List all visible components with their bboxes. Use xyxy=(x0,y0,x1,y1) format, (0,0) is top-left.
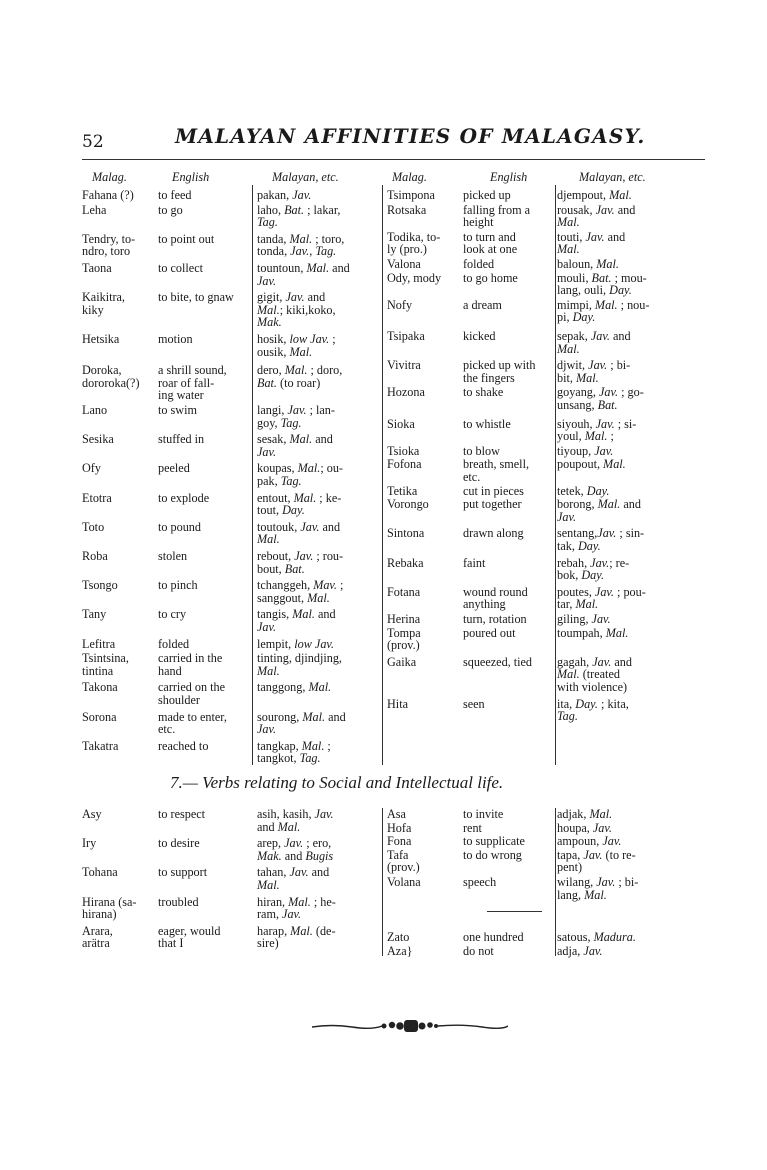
right-row-malagasy-cell: Tompa (prov.) xyxy=(387,625,421,653)
right-row-malayan-cell: gagah, Jav. and Mal. (treated with violence) xyxy=(557,654,632,694)
header-malag: Malag. xyxy=(92,170,127,184)
left-row-english-cell: stuffed in xyxy=(158,432,205,447)
left-row-malayan-cell: entout, Mal. ; ke- tout, Day. xyxy=(257,490,342,518)
right-row-english-cell: turn, rotation xyxy=(463,612,527,626)
right-row-english-cell: squeezed, tied xyxy=(463,654,533,669)
left-row-malagasy-cell: Sorona xyxy=(82,709,117,724)
left-row-malayan-cell: tangkap, Mal. ; tangkot, Tag. xyxy=(257,738,331,766)
left-row-malagasy-cell: Lefitra xyxy=(82,636,116,651)
right-row-malayan-cell: ita, Day. ; kita, Tag. xyxy=(557,696,629,724)
left-row-2-english-cell: to respect xyxy=(158,807,206,821)
left-row-malagasy-cell: Etotra xyxy=(82,490,112,505)
vocabulary-table-2 xyxy=(82,808,705,968)
left-row-2-malayan-cell: harap, Mal. (de- sire) xyxy=(257,923,336,951)
left-row-malayan-cell: rebout, Jav. ; rou- bout, Bat. xyxy=(257,549,344,576)
right-row-2-english-cell: to do wrong xyxy=(463,847,522,862)
left-row-2-malayan-cell: tahan, Jav. and Mal. xyxy=(257,865,330,892)
right-row-malayan-cell: siyouh, Jav. ; si- youl, Mal. ; xyxy=(557,416,637,444)
right-row-2-malayan-cell: tapa, Jav. (to re- pent) xyxy=(557,847,636,875)
left-row-malagasy-cell: Fahana (?) xyxy=(82,188,134,202)
right-row-malayan-cell: mouli, Bat. ; mou- lang, ouli, Day. xyxy=(557,270,647,298)
left-row-malayan-cell: sesak, Mal. and Jav. xyxy=(257,432,333,459)
left-row-2-english-cell: to support xyxy=(158,865,208,880)
left-row-english-cell: to collect xyxy=(158,261,204,275)
right-row-malayan-cell: giling, Jav. xyxy=(557,612,611,626)
left-row-malagasy-cell: Takatra xyxy=(82,738,119,753)
right-row-malagasy-cell: Fotana xyxy=(387,584,421,599)
left-row-2-malagasy-cell: Hirana (sa- hirana) xyxy=(82,894,137,922)
right-row-malagasy-cell: Nofy xyxy=(387,297,413,312)
left-row-2-malagasy-cell: Iry xyxy=(82,836,97,851)
right-row-english-cell: to turn and look at one xyxy=(463,229,518,257)
left-row-malagasy-cell: Leha xyxy=(82,202,107,217)
left-row-malayan-cell: hosik, low Jav. ; ousik, Mal. xyxy=(257,332,336,359)
left-row-malagasy-cell: Tany xyxy=(82,607,107,622)
column-rule xyxy=(382,808,383,956)
left-row-malayan-cell: tinting, djindjing, Mal. xyxy=(257,651,342,678)
right-row-malagasy-cell: Tsipaka xyxy=(387,329,425,343)
right-row-english-cell: poured out xyxy=(463,625,516,640)
right-row-malayan-cell: borong, Mal. and Jav. xyxy=(557,497,641,524)
right-row-malayan-cell: sepak, Jav. and Mal. xyxy=(557,329,631,356)
right-row-2-malagasy-cell: Tafa (prov.) xyxy=(387,847,420,875)
left-row-malayan-cell: tchanggeh, Mav. ; sanggout, Mal. xyxy=(257,578,344,605)
left-row-english-cell: to swim xyxy=(158,403,197,417)
right-row-malagasy-cell: Herina xyxy=(387,612,421,626)
header-english-right: English xyxy=(490,170,528,184)
right-row-malagasy-cell: Valona xyxy=(387,257,421,271)
left-row-malayan-cell: tountoun, Mal. and Jav. xyxy=(257,261,350,288)
left-row-malayan-cell: gigit, Jav. and Mal.; kiki,koko, Mak. xyxy=(257,290,336,330)
right-row-english-cell: drawn along xyxy=(463,526,524,541)
left-row-malayan-cell: tanggong, Mal. xyxy=(257,680,332,695)
right-row-english-cell: falling from a height xyxy=(463,202,531,230)
ornament-icon xyxy=(312,1018,508,1034)
left-row-malagasy-cell: Hetsika xyxy=(82,332,120,346)
right-row-2-english-cell: rent xyxy=(463,820,482,835)
right-row-english-cell: to go home xyxy=(463,270,518,285)
right-row-malagasy-cell: Hita xyxy=(387,696,408,711)
section-title: 7.— Verbs relating to Social and Intellectual life. xyxy=(170,773,504,792)
left-row-english-cell: to bite, to gnaw xyxy=(158,290,234,305)
right-row-2-english-cell: do not xyxy=(463,943,494,958)
right-row-english-cell: cut in pieces xyxy=(463,483,524,498)
left-row-malagasy-cell: Doroka, dororoka(?) xyxy=(82,363,140,390)
right-row-2-malagasy-cell: Asa xyxy=(387,807,406,821)
left-row-english-cell: to go xyxy=(158,202,183,217)
left-row-malayan-cell: dero, Mal. ; doro, Bat. (to roar) xyxy=(257,363,343,390)
left-row-malagasy-cell: Lano xyxy=(82,403,108,417)
right-row-2-malagasy-cell: Fona xyxy=(387,834,412,849)
right-row-english-cell: to blow xyxy=(463,443,500,458)
right-row-malagasy-cell: Vorongo xyxy=(387,497,429,512)
left-row-english-cell: reached to xyxy=(158,738,209,753)
header-malag-right: Malag. xyxy=(392,170,427,184)
left-row-english-cell: stolen xyxy=(158,549,188,563)
right-row-malayan-cell: tetek, Day. xyxy=(557,483,610,498)
right-row-malagasy-cell: Tetika xyxy=(387,483,418,498)
left-row-2-english-cell: eager, would that I xyxy=(158,923,221,951)
right-row-malagasy-cell: Fofona xyxy=(387,457,422,472)
right-row-2-malayan-cell: adjak, Mal. xyxy=(557,807,613,821)
left-row-malayan-cell: pakan, Jav. xyxy=(257,188,312,202)
right-row-english-cell: picked up xyxy=(463,188,511,202)
left-row-english-cell: peeled xyxy=(158,461,190,476)
left-row-2-malayan-cell: asih, kasih, Jav. and Mal. xyxy=(257,807,334,834)
left-row-malagasy-cell: Taona xyxy=(82,261,112,275)
right-row-2-english-cell: one hundred xyxy=(463,930,524,945)
right-row-malagasy-cell: Sintona xyxy=(387,526,425,541)
right-row-2-english-cell: to supplicate xyxy=(463,834,525,849)
column-rule xyxy=(555,185,556,765)
right-row-malagasy-cell: Rotsaka xyxy=(387,202,427,217)
right-row-malayan-cell: sentang,Jav. ; sin- tak, Day. xyxy=(557,526,645,553)
left-row-malagasy-cell: Roba xyxy=(82,549,108,563)
left-row-2-english-cell: troubled xyxy=(158,894,199,909)
left-row-english-cell: to point out xyxy=(158,231,215,246)
left-row-malagasy-cell: Sesika xyxy=(82,432,114,447)
page-number: 52 xyxy=(82,132,104,152)
right-row-malayan-cell: toumpah, Mal. xyxy=(557,625,629,640)
column-rule xyxy=(382,185,383,765)
header-rule xyxy=(82,159,705,160)
left-row-malayan-cell: koupas, Mal.; ou- pak, Tag. xyxy=(257,461,343,488)
right-row-malayan-cell: goyang, Jav. ; go- unsang, Bat. xyxy=(557,385,644,412)
left-row-english-cell: carried in the hand xyxy=(158,651,223,678)
right-row-2-malagasy-cell: Aza} xyxy=(387,943,413,958)
right-row-malayan-cell: djempout, Mal. xyxy=(557,188,632,202)
right-row-2-malayan-cell: satous, Madura. xyxy=(557,930,636,945)
right-row-english-cell: to whistle xyxy=(463,416,511,431)
right-row-2-malayan-cell: adja, Jav. xyxy=(557,943,603,958)
short-rule xyxy=(487,911,542,912)
right-row-english-cell: picked up with the fingers xyxy=(463,358,536,385)
right-row-malayan-cell: poutes, Jav. ; pou- tar, Mal. xyxy=(557,584,646,612)
left-row-2-malayan-cell: hiran, Mal. ; he- ram, Jav. xyxy=(257,894,336,922)
right-row-malagasy-cell: Gaika xyxy=(387,654,417,669)
right-row-malayan-cell: poupout, Mal. xyxy=(557,457,626,472)
column-rule xyxy=(252,185,253,765)
right-row-english-cell: seen xyxy=(463,696,485,711)
left-row-english-cell: made to enter, etc. xyxy=(158,709,227,737)
right-row-2-english-cell: to invite xyxy=(463,807,504,821)
right-row-english-cell: put together xyxy=(463,497,522,512)
left-row-english-cell: a shrill sound, roar of fall- ing water xyxy=(158,363,227,403)
right-row-malayan-cell: touti, Jav. and Mal. xyxy=(557,229,626,257)
right-row-2-english-cell: speech xyxy=(463,875,497,889)
right-row-2-malagasy-cell: Hofa xyxy=(387,820,412,835)
right-row-english-cell: wound round anything xyxy=(463,584,528,612)
right-row-2-malayan-cell: ampoun, Jav. xyxy=(557,834,622,849)
right-row-malayan-cell: baloun, Mal. xyxy=(557,257,619,271)
right-row-malayan-cell: rousak, Jav. and Mal. xyxy=(557,202,636,230)
left-row-english-cell: motion xyxy=(158,332,193,346)
right-row-malayan-cell: mimpi, Mal. ; nou- pi, Day. xyxy=(557,297,650,325)
left-row-2-malayan-cell: arep, Jav. ; ero, Mak. and Bugis xyxy=(257,836,334,863)
right-row-2-malagasy-cell: Zato xyxy=(387,930,410,945)
right-row-malagasy-cell: Hozona xyxy=(387,385,425,400)
right-row-malagasy-cell: Rebaka xyxy=(387,555,424,570)
left-row-malayan-cell: tanda, Mal. ; toro, tonda, Jav., Tag. xyxy=(257,231,345,259)
left-row-malagasy-cell: Toto xyxy=(82,519,105,534)
left-row-2-malagasy-cell: Tohana xyxy=(82,865,118,880)
right-row-malagasy-cell: Vivitra xyxy=(387,358,421,373)
left-row-malayan-cell: tangis, Mal. and Jav. xyxy=(257,607,336,634)
header-malayan: Malayan, etc. xyxy=(272,170,339,184)
left-row-english-cell: to pound xyxy=(158,519,201,534)
running-title: MALAYAN AFFINITIES OF MALAGASY. xyxy=(175,124,646,148)
right-row-malayan-cell: djwit, Jav. ; bi- bit, Mal. xyxy=(557,358,631,385)
right-row-malagasy-cell: Tsimpona xyxy=(387,188,435,202)
left-row-2-english-cell: to desire xyxy=(158,836,200,851)
left-row-english-cell: to cry xyxy=(158,607,187,622)
left-row-malagasy-cell: Kaikitra, kiky xyxy=(82,290,125,317)
left-row-2-malagasy-cell: Arara, arätra xyxy=(82,923,113,951)
right-row-malayan-cell: tiyoup, Jav. xyxy=(557,443,614,458)
left-row-malagasy-cell: Tendry, to- ndro, toro xyxy=(82,231,136,259)
right-row-english-cell: to shake xyxy=(463,385,504,400)
header-malayan-right: Malayan, etc. xyxy=(579,170,646,184)
left-row-malagasy-cell: Ofy xyxy=(82,461,101,476)
right-row-malayan-cell: rebah, Jav.; re- bok, Day. xyxy=(557,555,630,583)
left-row-english-cell: to explode xyxy=(158,490,210,505)
right-row-malagasy-cell: Sioka xyxy=(387,416,415,431)
left-row-malagasy-cell: Takona xyxy=(82,680,118,695)
right-row-english-cell: kicked xyxy=(463,329,496,343)
left-row-english-cell: to feed xyxy=(158,188,192,202)
left-row-malayan-cell: lempit, low Jav. xyxy=(257,636,334,651)
left-row-malayan-cell: laho, Bat. ; lakar, Tag. xyxy=(257,202,341,230)
left-row-2-malagasy-cell: Asy xyxy=(82,807,102,821)
left-row-malagasy-cell: Tsongo xyxy=(82,578,118,593)
right-row-malagasy-cell: Ody, mody xyxy=(387,270,442,285)
left-row-malayan-cell: sourong, Mal. and Jav. xyxy=(257,709,346,737)
right-row-2-malagasy-cell: Volana xyxy=(387,875,421,889)
right-row-malagasy-cell: Todika, to- ly (pro.) xyxy=(387,229,441,257)
left-row-malayan-cell: langi, Jav. ; lan- goy, Tag. xyxy=(257,403,335,430)
left-row-malayan-cell: toutouk, Jav. and Mal. xyxy=(257,519,341,547)
left-row-english-cell: folded xyxy=(158,636,190,651)
right-row-english-cell: faint xyxy=(463,555,486,570)
right-row-malagasy-cell: Tsioka xyxy=(387,443,420,458)
right-row-english-cell: breath, smell, etc. xyxy=(463,457,529,484)
left-row-english-cell: to pinch xyxy=(158,578,198,593)
right-row-2-malayan-cell: wilang, Jav. ; bi- lang, Mal. xyxy=(557,875,639,902)
left-row-english-cell: carried on the shoulder xyxy=(158,680,225,707)
vocabulary-table-1 xyxy=(82,171,705,766)
right-row-english-cell: folded xyxy=(463,257,495,271)
left-row-malagasy-cell: Tsintsina, tintina xyxy=(82,651,129,678)
header-english: English xyxy=(172,170,210,184)
right-row-english-cell: a dream xyxy=(463,297,502,312)
right-row-2-malayan-cell: houpa, Jav. xyxy=(557,820,612,835)
column-rule xyxy=(555,808,556,956)
